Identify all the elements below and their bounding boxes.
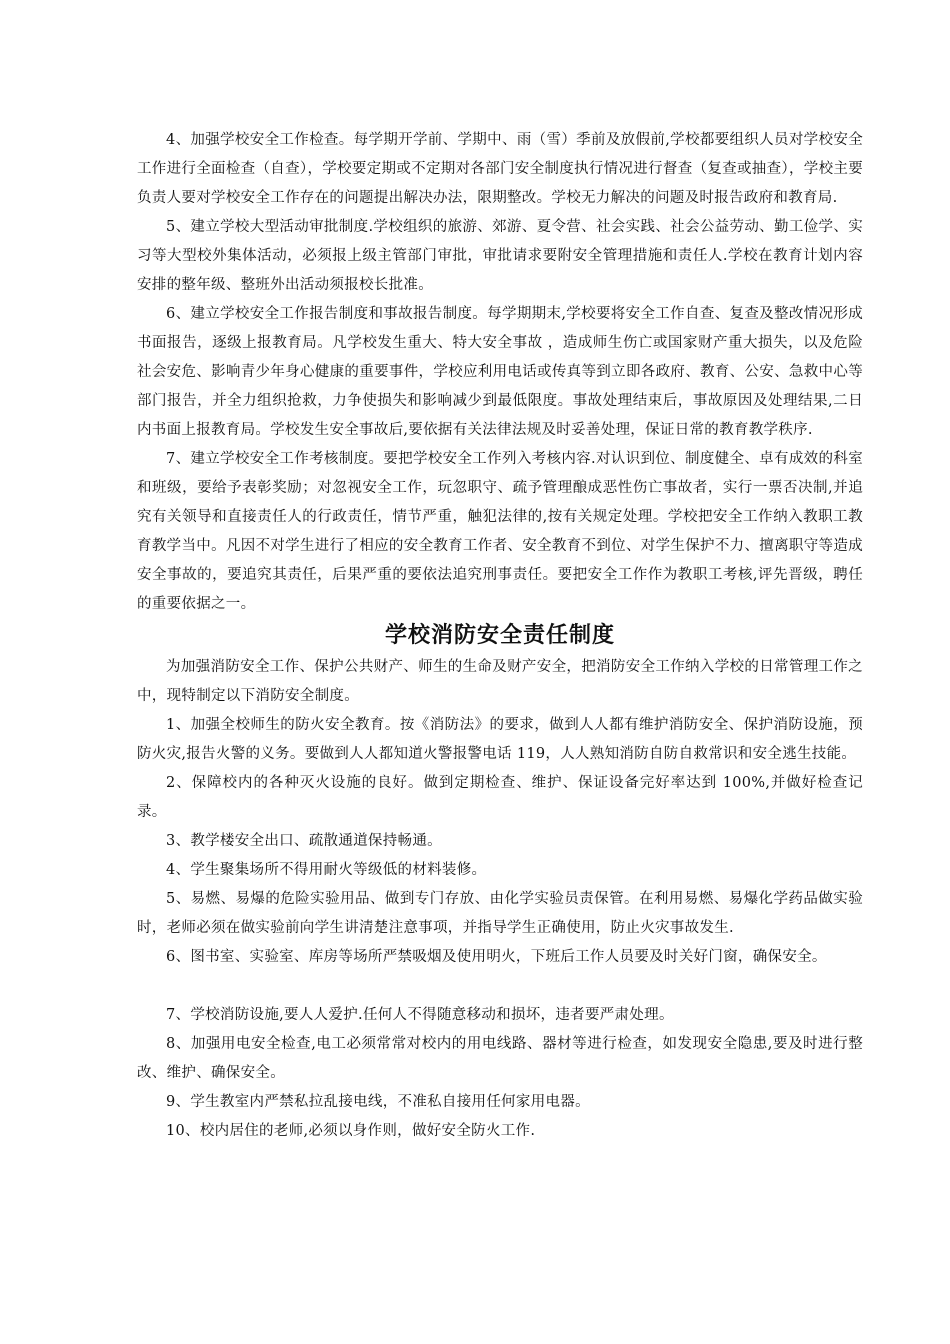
fire-safety-item-5: 5、易燃、易爆的危险实验用品、做到专门存放、由化学实验员责保管。在利用易燃、易爆化学药品做实验时，老师必须在做实验前向学生讲清楚注意事项，并指导学生正确使用，防止火灾事故发生. [137,891,863,936]
fire-safety-item-7: 7、学校消防设施,要人人爱护.任何人不得随意移动和损坏，违者要严肃处理。 [166,1007,674,1023]
document-page [137,126,863,1146]
fire-safety-title: 学校消防安全责任制度 [384,623,615,648]
fire-safety-item-9: 9、学生教室内严禁私拉乱接电线，不准私自接用任何家用电器。 [166,1094,590,1110]
blank-line [137,972,863,1001]
fire-safety-item-3: 3、教学楼安全出口、疏散通道保持畅通。 [166,833,442,849]
fire-safety-item-6: 6、图书室、实验室、库房等场所严禁吸烟及使用明火，下班后工作人员要及时关好门窗，确保安全。 [166,949,827,965]
fire-safety-item-10: 10、校内居住的老师,必须以身作则，做好安全防火工作. [166,1123,536,1139]
fire-safety-item-2: 2、保障校内的各种灭火设施的良好。做到定期检查、维护、保证设备完好率达到 100%,并做好检查记录。 [137,775,863,820]
fire-safety-intro: 为加强消防安全工作、保护公共财产、师生的生命及财产安全，把消防安全工作纳入学校的日常管理工作之中，现特制定以下消防安全制度。 [137,659,863,704]
fire-safety-item-1: 1、加强全校师生的防火安全教育。按《消防法》的要求，做到人人都有维护消防安全、保护消防设施，预防火灾,报告火警的义务。要做到人人都知道火警报警电话 119，人人熟知消防自防自救常识和安全逃生技能。 [137,717,863,762]
paragraph-4-safety-inspection: 4、加强学校安全工作检查。每学期开学前、学期中、雨（雪）季前及放假前,学校都要组织人员对学校安全工作进行全面检查（自查），学校要定期或不定期对各部门安全制度执行情况进行督查（复查或抽查），学校主要负责人要对学校安全工作存在的问题提出解决办法，限期整改。学校无力解决的问题及时报告政府和教育局. [137,132,863,206]
fire-safety-item-8: 8、加强用电安全检查,电工必须常常对校内的用电线路、器材等进行检查，如发现安全隐患,要及时进行整改、维护、确保安全。 [137,1036,863,1081]
paragraph-7-safety-assessment: 7、建立学校安全工作考核制度。要把学校安全工作列入考核内容.对认识到位、制度健全、卓有成效的科室和班级，要给予表彰奖励；对忽视安全工作，玩忽职守、疏予管理酿成恶性伤亡事故者，实行一票否决制,并追究有关领导和直接责任人的行政责任，情节严重，触犯法律的,按有关规定处理。学校把安全工作纳入教职工教育教学当中。凡因不对学生进行了相应的安全教育工作者、安全教育不到位、对学生保护不力、擅离职守等造成安全事故的，要追究其责任，后果严重的要依法追究刑事责任。要把安全工作作为教职工考核,评先晋级，聘任的重要依据之一。 [137,451,863,612]
fire-safety-item-4: 4、学生聚集场所不得用耐火等级低的材料装修。 [166,862,487,878]
paragraph-6-incident-reporting: 6、建立学校安全工作报告制度和事故报告制度。每学期期末,学校要将安全工作自查、复查及整改情况形成书面报告，逐级上报教育局。凡学校发生重大、特大安全事故 ，造成师生伤亡或国家财产重大损失，以及危险社会安危、影响青少年身心健康的重要事件，学校应利用电话或传真等到立即各政府、教育、公安、急救中心等部门报告，并全力组织抢救，力争使损失和影响减少到最低限度。事故处理结束后，事故原因及处理结果,二日内书面上报教育局。学校发生安全事故后,要依据有关法律法规及时妥善处理，保证日常的教育教学秩序. [137,306,863,438]
paragraph-5-activity-approval: 5、建立学校大型活动审批制度.学校组织的旅游、郊游、夏令营、社会实践、社会公益劳动、勤工俭学、实习等大型校外集体活动，必须报上级主管部门审批，审批请求要附安全管理措施和责任人.学校在教育计划内容安排的整年级、整班外出活动须报校长批准。 [137,219,863,293]
